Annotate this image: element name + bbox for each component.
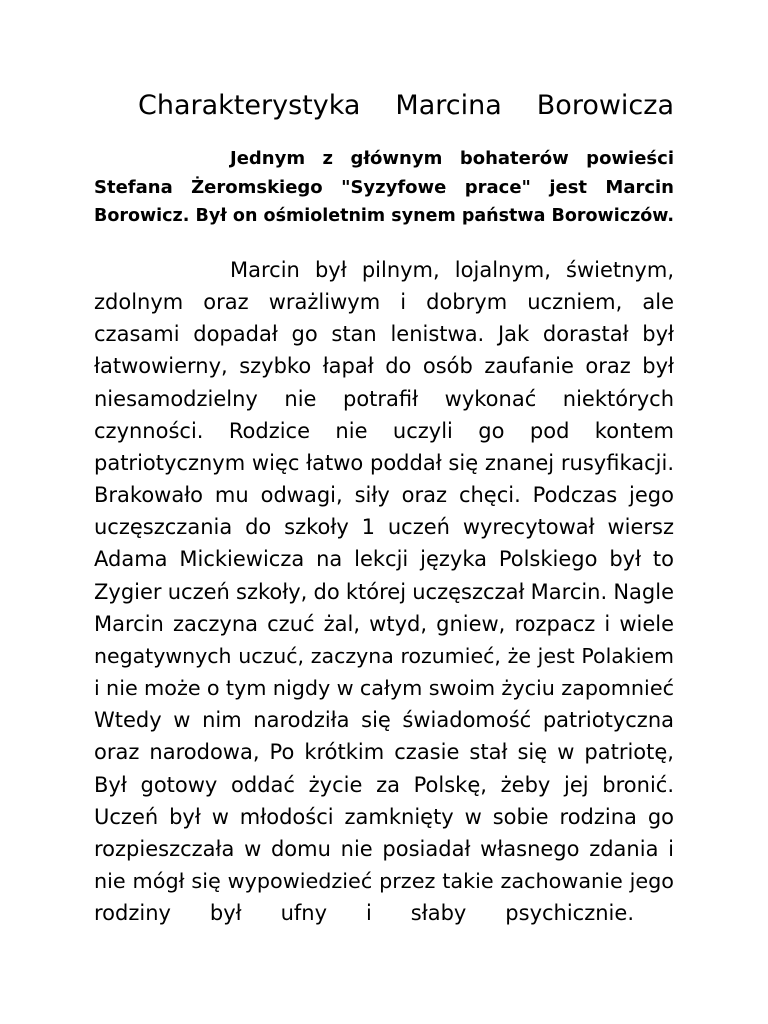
body-line: czasami dopadał go stan lenistwa. Jak dorastał był (94, 322, 674, 347)
title-word: Charakterystyka (138, 90, 361, 121)
body-line: patriotycznym więc łatwo poddał się znanej rusyfikacji. (94, 450, 674, 475)
body-line: nie mógł się wypowiedzieć przez takie zachowanie jego (94, 868, 674, 893)
intro-line: Stefana Żeromskiego "Syzyfowe prace" jest Marcin (94, 177, 674, 198)
intro-line: Borowicz. Był on ośmioletnim synem państwa Borowiczów. (94, 206, 674, 226)
body-line: Brakowało mu odwagi, siły oraz chęci. Podczas jego (94, 483, 674, 508)
title-word: Marcina (395, 90, 502, 121)
body-line: negatywnych uczuć, zaczyna rozumieć, że jest Polakiem (94, 643, 674, 668)
intro-paragraph (94, 144, 674, 231)
body-line: Był gotowy oddać życie za Polskę, żeby jej bronić. (94, 772, 674, 797)
body-line: łatwowierny, szybko łapał do osób zaufanie oraz był (94, 354, 674, 379)
title-word: Borowicza (536, 90, 674, 121)
body-line: uczęszczania do szkoły 1 uczeń wyrecytował wiersz (94, 515, 674, 540)
body-line: Wtedy w nim narodziła się świadomość patriotyczna (94, 708, 674, 733)
body-line: czynności. Rodzice nie uczyli go pod kontem (94, 418, 674, 443)
body-line: Adama Mickiewicza na lekcji języka Polskiego był to (94, 547, 674, 572)
body-line: rozpieszczała w domu nie posiadał własnego zdania i (94, 836, 674, 861)
body-line: Uczeń był w młodości zamknięty w sobie rodzina go (94, 804, 674, 829)
intro-line: Jednym z głównym bohaterów powieści (230, 148, 674, 169)
body-line: i nie może o tym nigdy w całym swoim życiu zapomnieć (94, 676, 674, 701)
document-title (138, 86, 674, 126)
body-line: zdolnym oraz wrażliwym i dobrym uczniem, ale (94, 290, 674, 315)
body-line: Zygier uczeń szkoły, do której uczęszczał Marcin. Nagle (94, 579, 674, 604)
body-paragraph (94, 254, 674, 929)
body-line: niesamodzielny nie potrafił wykonać niektórych (94, 386, 674, 411)
body-line: Marcin był pilnym, lojalnym, świetnym, (230, 258, 674, 282)
body-line: oraz narodowa, Po krótkim czasie stał się w patriotę, (94, 740, 674, 765)
body-line: rodziny był ufny i słaby psychicznie. (94, 901, 634, 926)
body-line: Marcin zaczyna czuć żal, wtyd, gniew, rozpacz i wiele (94, 611, 674, 636)
